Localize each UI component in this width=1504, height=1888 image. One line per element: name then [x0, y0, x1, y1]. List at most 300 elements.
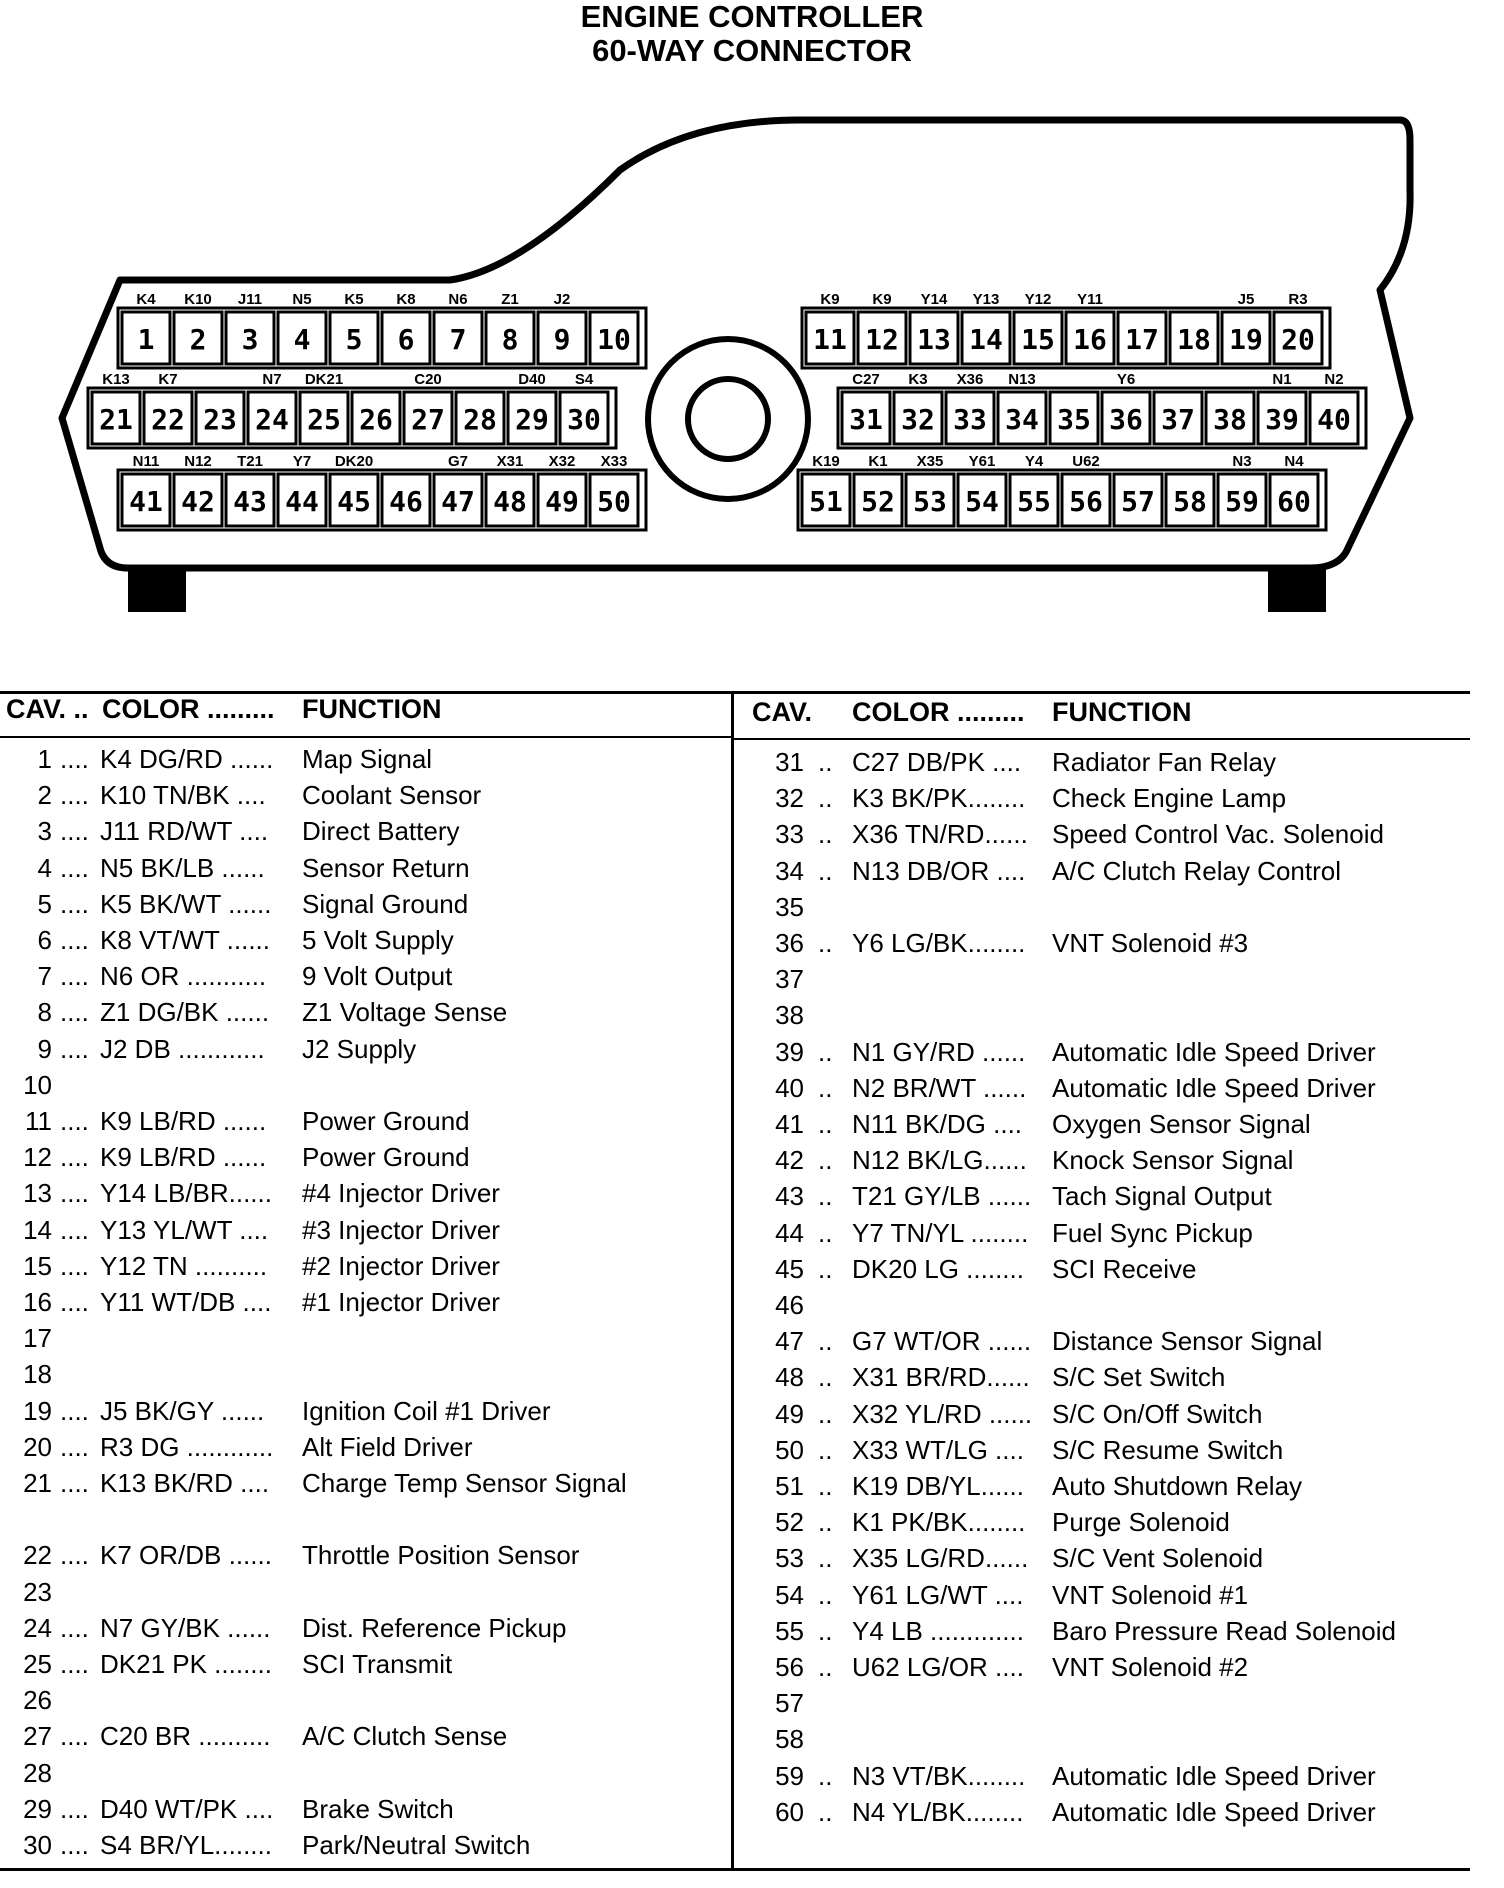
- cavity-number: 5: [37, 888, 52, 919]
- cavity-number: 16: [23, 1287, 52, 1317]
- circuit-function: Z1 Voltage Sense: [302, 997, 508, 1028]
- leader-dots: ..: [818, 1217, 833, 1248]
- circuit-function: S/C Vent Solenoid: [1052, 1543, 1264, 1574]
- wire-color: D40 WT/PK ....: [100, 1793, 274, 1824]
- cavity-number: 28: [23, 1757, 52, 1788]
- pin-number: 20: [1281, 323, 1315, 356]
- pin-number: 45: [337, 485, 371, 518]
- cavity-number: 47: [775, 1326, 804, 1357]
- cavity-number: 2: [37, 780, 52, 811]
- circuit-function: Fuel Sync Pickup: [1052, 1217, 1253, 1248]
- cavity-number: 46: [775, 1290, 804, 1320]
- cavity-number: 20: [23, 1431, 52, 1462]
- pin-number: 25: [307, 403, 341, 436]
- leader-dots: ....: [60, 780, 89, 811]
- pin-circuit-label: K7: [158, 371, 178, 388]
- circuit-function: Speed Control Vac. Solenoid: [1052, 819, 1384, 850]
- cavity-number: 38: [775, 1000, 804, 1031]
- cavity-number: 41: [775, 1109, 804, 1139]
- leader-dots: ....: [60, 1468, 89, 1498]
- pin-circuit-label: D40: [518, 371, 546, 388]
- pin-number: 8: [501, 323, 519, 356]
- pin-number: 5: [345, 323, 363, 356]
- leader-dots: ....: [60, 744, 89, 774]
- circuit-function: Coolant Sensor: [302, 780, 482, 811]
- leader-dots: ..: [818, 1543, 833, 1574]
- circuit-function: Automatic Idle Speed Driver: [1052, 1072, 1376, 1103]
- right-header-rule: [733, 738, 1470, 740]
- leader-dots: ....: [60, 1793, 89, 1824]
- circuit-function: Tach Signal Output: [1052, 1181, 1272, 1212]
- leader-dots: ....: [60, 1106, 89, 1136]
- pin-circuit-label: K9: [872, 291, 892, 308]
- cavity-number: 11: [25, 1106, 52, 1136]
- pin-circuit-label: Y14: [920, 291, 948, 308]
- pin-number: 19: [1229, 323, 1263, 356]
- circuit-function: SCI Receive: [1052, 1253, 1197, 1284]
- pin-circuit-label: N2: [1324, 371, 1344, 388]
- wire-color: C27 DB/PK ....: [852, 747, 1022, 777]
- wire-color: N7 GY/BK ......: [100, 1612, 271, 1643]
- pin-number: 30: [567, 403, 601, 436]
- leader-dots: ..: [818, 1109, 833, 1139]
- wire-color: K9 LB/RD ......: [100, 1106, 267, 1136]
- circuit-function: VNT Solenoid #1: [1052, 1579, 1249, 1610]
- wire-color: N3 VT/BK........: [852, 1760, 1026, 1791]
- cavity-number: 27: [23, 1721, 52, 1752]
- pin-number: 23: [203, 403, 237, 436]
- circuit-function: Direct Battery: [302, 816, 460, 847]
- circuit-function: Sensor Return: [302, 852, 470, 883]
- right-header-color: COLOR .........: [852, 697, 1025, 727]
- leader-dots: ..: [818, 747, 833, 777]
- pin-number: 54: [965, 485, 999, 518]
- diagram-title: ENGINE CONTROLLER: [580, 0, 924, 34]
- pin-number: 49: [545, 485, 579, 518]
- cavity-number: 23: [23, 1576, 52, 1607]
- circuit-function: Map Signal: [302, 744, 433, 774]
- circuit-function: S/C On/Off Switch: [1052, 1398, 1263, 1429]
- pin-number: 7: [449, 323, 467, 356]
- pin-circuit-label: N6: [448, 291, 468, 308]
- wire-color: C20 BR ..........: [100, 1721, 271, 1752]
- cavity-number: 26: [23, 1685, 52, 1716]
- pin-circuit-label: J11: [237, 291, 263, 308]
- cavity-number: 29: [23, 1793, 52, 1824]
- pin-number: 39: [1265, 403, 1299, 436]
- pin-number: 17: [1125, 323, 1159, 356]
- circuit-function: Automatic Idle Speed Driver: [1052, 1760, 1376, 1791]
- wire-color: Y12 TN ..........: [100, 1250, 268, 1281]
- cavity-number: 43: [775, 1181, 804, 1212]
- wire-color: Y4 LB .............: [852, 1615, 1024, 1646]
- cavity-number: 40: [775, 1072, 804, 1103]
- leader-dots: ..: [818, 819, 833, 850]
- wire-color: Y11 WT/DB ....: [100, 1287, 272, 1317]
- pin-number: 52: [861, 485, 895, 518]
- cavity-number: 6: [37, 925, 52, 955]
- connector-diagram: [0, 0, 1504, 640]
- wire-color: Y13 YL/WT ....: [100, 1214, 269, 1245]
- wire-color: K10 TN/BK ....: [100, 780, 266, 811]
- pin-number: 18: [1177, 323, 1211, 356]
- leader-dots: ....: [60, 888, 89, 919]
- leader-dots: ..: [818, 1652, 833, 1682]
- leader-dots: ..: [818, 1507, 833, 1538]
- wire-color: K5 BK/WT ......: [100, 888, 272, 919]
- cavity-number: 45: [775, 1253, 804, 1284]
- cavity-number: 57: [775, 1688, 804, 1719]
- pin-number: 55: [1017, 485, 1051, 518]
- pin-number: 1: [137, 323, 155, 356]
- pin-circuit-label: S4: [574, 371, 594, 388]
- cavity-number: 18: [23, 1359, 52, 1390]
- pin-circuit-label: J5: [1237, 291, 1255, 308]
- circuit-function: #2 Injector Driver: [302, 1250, 500, 1281]
- cavity-number: 44: [775, 1217, 804, 1248]
- wire-color: J11 RD/WT ....: [100, 816, 269, 847]
- cavity-number: 25: [23, 1649, 52, 1679]
- pin-number: 13: [917, 323, 951, 356]
- cavity-number: 34: [775, 855, 804, 886]
- pin-number: 50: [597, 485, 631, 518]
- leader-dots: ..: [818, 1145, 833, 1176]
- wire-color: Y61 LG/WT ....: [852, 1579, 1024, 1610]
- pin-number: 15: [1021, 323, 1055, 356]
- pin-circuit-label: Y11: [1077, 291, 1103, 308]
- circuit-function: 5 Volt Supply: [302, 925, 454, 955]
- pin-circuit-label: X32: [548, 453, 576, 470]
- circuit-function: #4 Injector Driver: [302, 1178, 500, 1209]
- leader-dots: ....: [60, 1395, 89, 1426]
- wire-color: N13 DB/OR ....: [852, 855, 1026, 886]
- pin-number: 44: [285, 485, 319, 518]
- cavity-number: 42: [775, 1145, 804, 1176]
- leader-dots: ..: [818, 1253, 833, 1284]
- circuit-function: Distance Sensor Signal: [1052, 1326, 1323, 1357]
- pin-grid: [88, 291, 1366, 530]
- cavity-number: 10: [23, 1069, 52, 1100]
- pin-number: 59: [1225, 485, 1259, 518]
- cavity-number: 7: [37, 961, 52, 992]
- leader-dots: ..: [818, 1471, 833, 1501]
- wire-color: U62 LG/OR ....: [852, 1652, 1024, 1682]
- wire-color: K7 OR/DB ......: [100, 1540, 272, 1571]
- pin-circuit-label: T21: [237, 453, 263, 470]
- pin-number: 11: [813, 323, 847, 356]
- pin-number: 26: [359, 403, 393, 436]
- circuit-function: Auto Shutdown Relay: [1052, 1471, 1303, 1501]
- cavity-number: 39: [775, 1036, 804, 1067]
- circuit-function: Dist. Reference Pickup: [302, 1612, 567, 1643]
- pin-circuit-label: N12: [184, 453, 212, 470]
- cavity-number: 48: [775, 1362, 804, 1393]
- pin-circuit-label: C20: [414, 371, 442, 388]
- pin-number: 24: [255, 403, 289, 436]
- circuit-function: Power Ground: [302, 1142, 470, 1173]
- pin-circuit-label: K13: [102, 371, 130, 388]
- cavity-number: 4: [37, 852, 52, 883]
- wire-color: J2 DB ............: [100, 1033, 265, 1064]
- pin-circuit-label: K1: [868, 453, 888, 470]
- cavity-number: 53: [775, 1543, 804, 1574]
- pin-circuit-label: N5: [292, 291, 312, 308]
- leader-dots: ....: [60, 1612, 89, 1643]
- wire-color: K4 DG/RD ......: [100, 744, 274, 774]
- pin-circuit-label: Y4: [1024, 453, 1044, 470]
- circuit-function: SCI Transmit: [302, 1649, 453, 1679]
- circuit-function: #3 Injector Driver: [302, 1214, 500, 1245]
- pin-number: 31: [849, 403, 883, 436]
- circuit-function: Check Engine Lamp: [1052, 783, 1287, 814]
- wire-color: R3 DG ............: [100, 1431, 274, 1462]
- circuit-function: Park/Neutral Switch: [302, 1830, 531, 1860]
- pin-number: 14: [969, 323, 1003, 356]
- wire-color: N5 BK/LB ......: [100, 852, 265, 883]
- pin-circuit-label: DK21: [304, 371, 344, 388]
- leader-dots: ..: [818, 1796, 833, 1827]
- pin-number: 38: [1213, 403, 1247, 436]
- pin-number: 37: [1161, 403, 1195, 436]
- cavity-number: 24: [23, 1612, 52, 1643]
- pin-circuit-label: J2: [553, 291, 571, 308]
- circuit-function: 9 Volt Output: [302, 961, 453, 992]
- cavity-number: 32: [775, 783, 804, 814]
- pin-number: 40: [1317, 403, 1351, 436]
- leader-dots: ..: [818, 1615, 833, 1646]
- pin-circuit-label: X31: [496, 453, 524, 470]
- circuit-function: S/C Resume Switch: [1052, 1434, 1284, 1465]
- circuit-function: Brake Switch: [302, 1793, 454, 1824]
- key-ring-inner: [688, 379, 768, 459]
- cavity-number: 56: [775, 1652, 804, 1682]
- wire-color: X32 YL/RD ......: [852, 1398, 1033, 1429]
- pin-number: 32: [901, 403, 935, 436]
- leader-dots: ..: [818, 1579, 833, 1610]
- pin-number: 53: [913, 485, 947, 518]
- leader-dots: ....: [60, 1431, 89, 1462]
- circuit-function: Oxygen Sensor Signal: [1052, 1109, 1311, 1139]
- pin-number: 35: [1057, 403, 1091, 436]
- circuit-function: A/C Clutch Sense: [302, 1721, 508, 1752]
- key-ring-outer: [648, 339, 808, 499]
- pin-number: 22: [151, 403, 185, 436]
- pin-circuit-label: X36: [956, 371, 984, 388]
- leader-dots: ....: [60, 1540, 89, 1571]
- cavity-number: 58: [775, 1724, 804, 1755]
- wire-color: Y14 LB/BR......: [100, 1178, 272, 1209]
- pin-number: 3: [241, 323, 259, 356]
- wire-color: N1 GY/RD ......: [852, 1036, 1026, 1067]
- left-header-rule: [0, 736, 731, 738]
- wire-color: K1 PK/BK........: [852, 1507, 1026, 1538]
- leader-dots: ....: [60, 1178, 89, 1209]
- leader-dots: ....: [60, 1142, 89, 1173]
- pin-circuit-label: K8: [396, 291, 416, 308]
- circuit-function: Baro Pressure Read Solenoid: [1052, 1615, 1396, 1646]
- pin-circuit-label: N13: [1008, 371, 1036, 388]
- cavity-number: 36: [775, 928, 804, 958]
- wire-color: K9 LB/RD ......: [100, 1142, 267, 1173]
- wire-color: K13 BK/RD ....: [100, 1468, 270, 1498]
- leader-dots: ....: [60, 1649, 89, 1679]
- pin-number: 47: [441, 485, 475, 518]
- pin-number: 12: [865, 323, 899, 356]
- wire-color: X35 LG/RD......: [852, 1543, 1029, 1574]
- pin-number: 58: [1173, 485, 1207, 518]
- cavity-number: 49: [775, 1398, 804, 1429]
- left-header-cav: CAV. ..: [6, 694, 89, 724]
- cavity-number: 54: [775, 1579, 804, 1610]
- mounting-foot-right: [1268, 566, 1326, 612]
- wire-color: K19 DB/YL......: [852, 1471, 1024, 1501]
- pin-number: 48: [493, 485, 527, 518]
- cavity-number: 14: [23, 1214, 52, 1245]
- pin-number: 28: [463, 403, 497, 436]
- mounting-foot-left: [128, 566, 186, 612]
- pin-circuit-label: N1: [1272, 371, 1292, 388]
- pin-circuit-label: K5: [344, 291, 364, 308]
- cavity-number: 19: [23, 1395, 52, 1426]
- circuit-function: Throttle Position Sensor: [302, 1540, 580, 1571]
- cavity-number: 37: [775, 964, 804, 995]
- wire-color: X31 BR/RD......: [852, 1362, 1030, 1393]
- left-header-function: FUNCTION: [302, 694, 442, 724]
- leader-dots: ..: [818, 855, 833, 886]
- pin-circuit-label: Y13: [972, 291, 1000, 308]
- pin-number: 36: [1109, 403, 1143, 436]
- pin-circuit-label: X33: [600, 453, 628, 470]
- pin-circuit-label: K10: [184, 291, 212, 308]
- leader-dots: ..: [818, 783, 833, 814]
- wire-color: N11 BK/DG ....: [852, 1109, 1023, 1139]
- cavity-number: 12: [23, 1142, 52, 1173]
- circuit-function: VNT Solenoid #2: [1052, 1652, 1249, 1682]
- leader-dots: ....: [60, 1287, 89, 1317]
- circuit-function: Charge Temp Sensor Signal: [302, 1468, 627, 1498]
- wire-color: T21 GY/LB ......: [852, 1181, 1032, 1212]
- cavity-number: 17: [23, 1323, 52, 1354]
- pin-number: 34: [1005, 403, 1039, 436]
- cavity-number: 9: [37, 1033, 52, 1064]
- leader-dots: ..: [818, 1072, 833, 1103]
- pin-number: 42: [181, 485, 215, 518]
- wire-color: X36 TN/RD......: [852, 819, 1028, 850]
- leader-dots: ....: [60, 1033, 89, 1064]
- pin-circuit-label: X35: [916, 453, 944, 470]
- pin-number: 4: [293, 323, 311, 356]
- circuit-function: Knock Sensor Signal: [1052, 1145, 1294, 1176]
- cavity-number: 52: [775, 1507, 804, 1538]
- wire-color: N2 BR/WT ......: [852, 1072, 1027, 1103]
- pin-number: 41: [129, 485, 163, 518]
- circuit-function: Alt Field Driver: [302, 1431, 473, 1462]
- leader-dots: ..: [818, 1036, 833, 1067]
- circuit-function: VNT Solenoid #3: [1052, 928, 1249, 958]
- pin-circuit-label: K19: [812, 453, 840, 470]
- cavity-number: 8: [37, 997, 52, 1028]
- leader-dots: ....: [60, 1830, 89, 1860]
- pin-circuit-label: Y7: [292, 453, 312, 470]
- circuit-function: Ignition Coil #1 Driver: [302, 1395, 551, 1426]
- cavity-number: 59: [775, 1760, 804, 1791]
- cavity-number: 13: [23, 1178, 52, 1209]
- diagram-subtitle: 60-WAY CONNECTOR: [592, 33, 912, 68]
- cavity-number: 35: [775, 891, 804, 922]
- pin-circuit-label: K9: [820, 291, 840, 308]
- right-header-function: FUNCTION: [1052, 697, 1192, 727]
- wire-color: S4 BR/YL........: [100, 1830, 272, 1860]
- right-header-cav: CAV.: [752, 697, 813, 727]
- wire-color: Y7 TN/YL ........: [852, 1217, 1029, 1248]
- leader-dots: ....: [60, 997, 89, 1028]
- leader-dots: ....: [60, 925, 89, 955]
- pin-circuit-label: Y12: [1024, 291, 1052, 308]
- cavity-number: 31: [775, 747, 804, 777]
- wire-color: N12 BK/LG......: [852, 1145, 1027, 1176]
- wire-color: Z1 DG/BK ......: [100, 997, 270, 1028]
- pin-circuit-label: R3: [1288, 291, 1308, 308]
- pin-number: 56: [1069, 485, 1103, 518]
- pin-number: 6: [397, 323, 415, 356]
- leader-dots: ....: [60, 816, 89, 847]
- wire-color: G7 WT/OR ......: [852, 1326, 1032, 1357]
- leader-dots: ....: [60, 852, 89, 883]
- wire-color: J5 BK/GY ......: [100, 1395, 265, 1426]
- cavity-number: 22: [23, 1540, 52, 1571]
- pin-number: 29: [515, 403, 549, 436]
- cavity-number: 3: [37, 816, 52, 847]
- circuit-function: Power Ground: [302, 1106, 470, 1136]
- wire-color: K8 VT/WT ......: [100, 925, 270, 955]
- pin-circuit-label: Z1: [501, 291, 519, 308]
- pin-circuit-label: N11: [132, 453, 160, 470]
- pin-number: 57: [1121, 485, 1155, 518]
- circuit-function: A/C Clutch Relay Control: [1052, 855, 1341, 886]
- pin-circuit-label: Y61: [968, 453, 996, 470]
- wire-color: DK21 PK ........: [100, 1649, 272, 1679]
- left-header-color: COLOR .........: [102, 694, 275, 724]
- leader-dots: ....: [60, 1721, 89, 1752]
- circuit-function: Purge Solenoid: [1052, 1507, 1230, 1538]
- pin-circuit-label: G7: [447, 453, 469, 470]
- circuit-function: Radiator Fan Relay: [1052, 747, 1276, 777]
- circuit-function: J2 Supply: [302, 1033, 417, 1064]
- cavity-number: 55: [775, 1615, 804, 1646]
- pin-circuit-label: DK20: [334, 453, 374, 470]
- pin-number: 9: [553, 323, 571, 356]
- pin-number: 16: [1073, 323, 1107, 356]
- pin-number: 51: [809, 485, 843, 518]
- pin-number: 27: [411, 403, 445, 436]
- pin-circuit-label: K3: [908, 371, 928, 388]
- leader-dots: ....: [60, 961, 89, 992]
- circuit-function: Automatic Idle Speed Driver: [1052, 1036, 1376, 1067]
- pin-circuit-label: C27: [852, 371, 880, 388]
- pin-number: 43: [233, 485, 267, 518]
- cavity-number: 60: [775, 1796, 804, 1827]
- wire-color: N4 YL/BK........: [852, 1796, 1024, 1827]
- circuit-function: Signal Ground: [302, 888, 469, 919]
- circuit-function: Automatic Idle Speed Driver: [1052, 1796, 1376, 1827]
- pin-circuit-label: N4: [1284, 453, 1304, 470]
- pin-number: 2: [189, 323, 207, 356]
- leader-dots: ....: [60, 1250, 89, 1281]
- cavity-number: 15: [23, 1250, 52, 1281]
- pin-circuit-label: U62: [1072, 453, 1100, 470]
- cavity-number: 51: [775, 1471, 804, 1501]
- leader-dots: ..: [818, 1434, 833, 1465]
